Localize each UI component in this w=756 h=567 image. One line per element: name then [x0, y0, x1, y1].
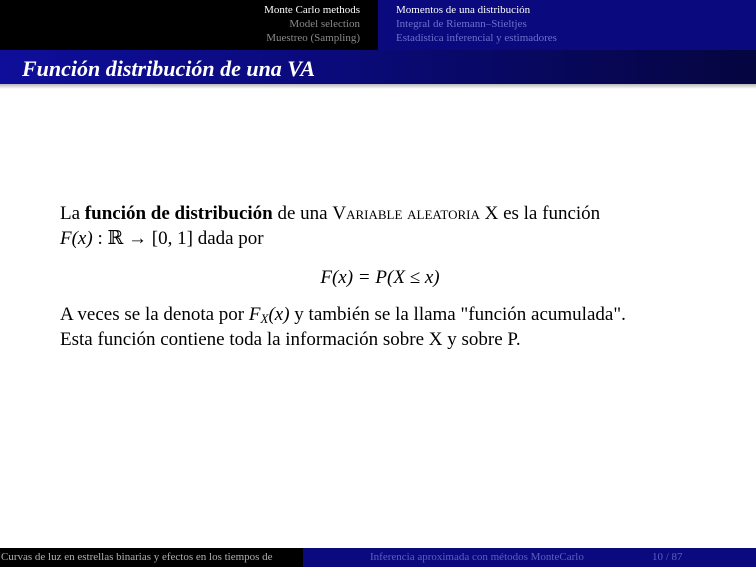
nav-subsection-estadistica[interactable]: Estadística inferencial y estimadores [396, 32, 557, 44]
text-dada-por: dada por [192, 228, 264, 249]
paragraph-notation [60, 302, 720, 327]
term-funcion-distribucion: función de distribución [84, 203, 273, 224]
nav-right-section [378, 0, 756, 50]
footer-long-title-text: Curvas de luz en estrellas binarias y efectos en los tiempos de [1, 551, 273, 563]
footer-long-title [0, 548, 303, 567]
math-domain-range: : ℝ → [0, 1] [92, 228, 193, 249]
title-shadow [0, 84, 756, 89]
paragraph-definition-line2 [60, 226, 720, 251]
frame-title: Función distribución de una VA [22, 56, 316, 81]
nav-subsection-momentos[interactable]: Momentos de una distribución [396, 4, 531, 16]
math-F: F [60, 228, 72, 249]
text-es-la-funcion: X es la función [479, 203, 601, 224]
math-F-sub: F [248, 304, 261, 325]
footer-page-number: 10 / 87 [652, 551, 683, 563]
text-informacion: Esta función contiene toda la información sobre X y sobre P. [60, 329, 521, 350]
nav-subsection-riemann[interactable]: Integral de Riemann–Stieltjes [396, 18, 527, 30]
text-la: La [60, 203, 85, 224]
formula-cdf [60, 265, 700, 290]
formula-lhs: (x) = [331, 267, 376, 288]
nav-section-muestreo[interactable]: Muestreo (Sampling) [266, 32, 360, 44]
slide-body [60, 201, 720, 352]
text-de-una: de una [272, 203, 333, 224]
nav-section-monte-carlo[interactable]: Monte Carlo methods [264, 4, 360, 16]
text-funcion-acumulada: y también se la llama "función acumulada". [289, 304, 626, 325]
formula-F: F [320, 267, 332, 288]
footer [0, 548, 756, 567]
term-variable-aleatoria: Variable aleatoria [332, 203, 480, 224]
nav-subsection-list [396, 3, 557, 45]
footer-right [303, 548, 756, 567]
math-subscript-X: X [260, 311, 269, 326]
top-navigation [0, 0, 756, 50]
formula-P: P [375, 267, 387, 288]
footer-short-title: Inferencia aproximada con métodos MonteCarlo [370, 551, 584, 563]
formula-rhs: (X ≤ x) [387, 267, 440, 288]
nav-section-model-selection[interactable]: Model selection [289, 18, 360, 30]
paragraph-information [60, 327, 720, 352]
math-arg-x2: (x) [268, 304, 290, 325]
text-a-veces: A veces se la denota por [60, 304, 249, 325]
nav-left-section [0, 0, 378, 50]
math-arg-x: (x) [71, 228, 93, 249]
nav-section-list [264, 3, 360, 45]
frame-title-bar [0, 50, 756, 84]
paragraph-definition-line1 [60, 201, 720, 226]
